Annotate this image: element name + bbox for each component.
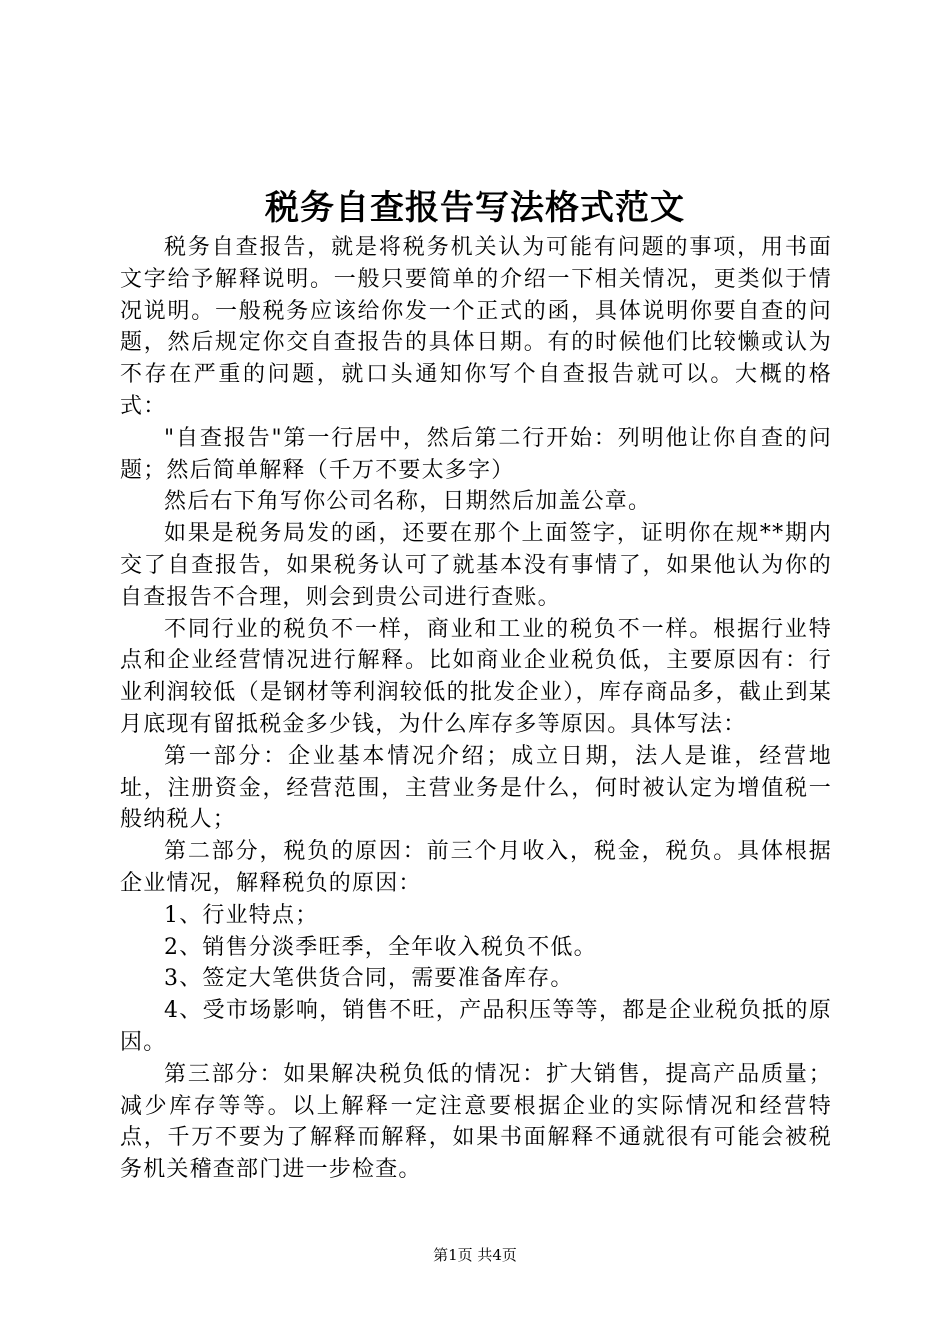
page-number-footer: 第1页 共4页 (433, 1246, 517, 1264)
paragraph-tax-bureau-letter: 如果是税务局发的函，还要在那个上面签字，证明你在规**期内交了自查报告，如果税务认可了就基本没有事情了，如果他认为你的自查报告不合理，则会到贵公司进行查账。 (120, 521, 832, 610)
paragraph-industry-tax: 不同行业的税负不一样，商业和工业的税负不一样。根据行业特点和企业经营情况进行解释。比如商业企业税负低，主要原因有：行业利润较低（是钢材等利润较低的批发企业），库存商品多，截止到某月底现有留抵税金多少钱，为什么库存多等原因。具体写法： (120, 616, 832, 737)
paragraph-format-first-line: "自查报告"第一行居中，然后第二行开始：列明他让你自查的问题；然后简单解释（千万不要太多字） (120, 425, 832, 483)
list-item-4: 4、受市场影响，销售不旺，产品积压等等，都是企业税负抵的原因。 (120, 998, 832, 1055)
paragraph-part-three: 第三部分：如果解决税负低的情况：扩大销售，提高产品质量；减少库存等等。以上解释一定注意要根据企业的实际情况和经营特点，千万不要为了解释而解释，如果书面解释不通就很有可能会被税务机关稽查部门进一步检查。 (120, 1061, 832, 1183)
paragraph-format-signature: 然后右下角写你公司名称，日期然后加盖公章。 (164, 489, 652, 515)
list-item-3: 3、签定大笔供货合同，需要准备库存。 (164, 966, 574, 992)
list-item-2: 2、销售分淡季旺季，全年收入税负不低。 (164, 934, 597, 960)
paragraph-part-one: 第一部分：企业基本情况介绍；成立日期，法人是谁，经营地址，注册资金，经营范围，主营业务是什么，何时被认定为增值税一般纳税人； (120, 743, 832, 833)
list-item-1: 1、行业特点； (164, 902, 319, 928)
paragraph-intro: 税务自查报告，就是将税务机关认为可能有问题的事项，用书面文字给予解释说明。一般只要简单的介绍一下相关情况，更类似于情况说明。一般税务应该给你发一个正式的函，具体说明你要自查的问题，然后规定你交自查报告的具体日期。有的时候他们比较懒或认为不存在严重的问题，就口头通知你写个自查报告就可以。大概的格式： (120, 235, 832, 419)
paragraph-part-two: 第二部分，税负的原因：前三个月收入，税金，税负。具体根据企业情况，解释税负的原因： (120, 839, 832, 896)
document-title: 税务自查报告写法格式范文 (265, 188, 685, 228)
document-body (120, 232, 832, 1186)
